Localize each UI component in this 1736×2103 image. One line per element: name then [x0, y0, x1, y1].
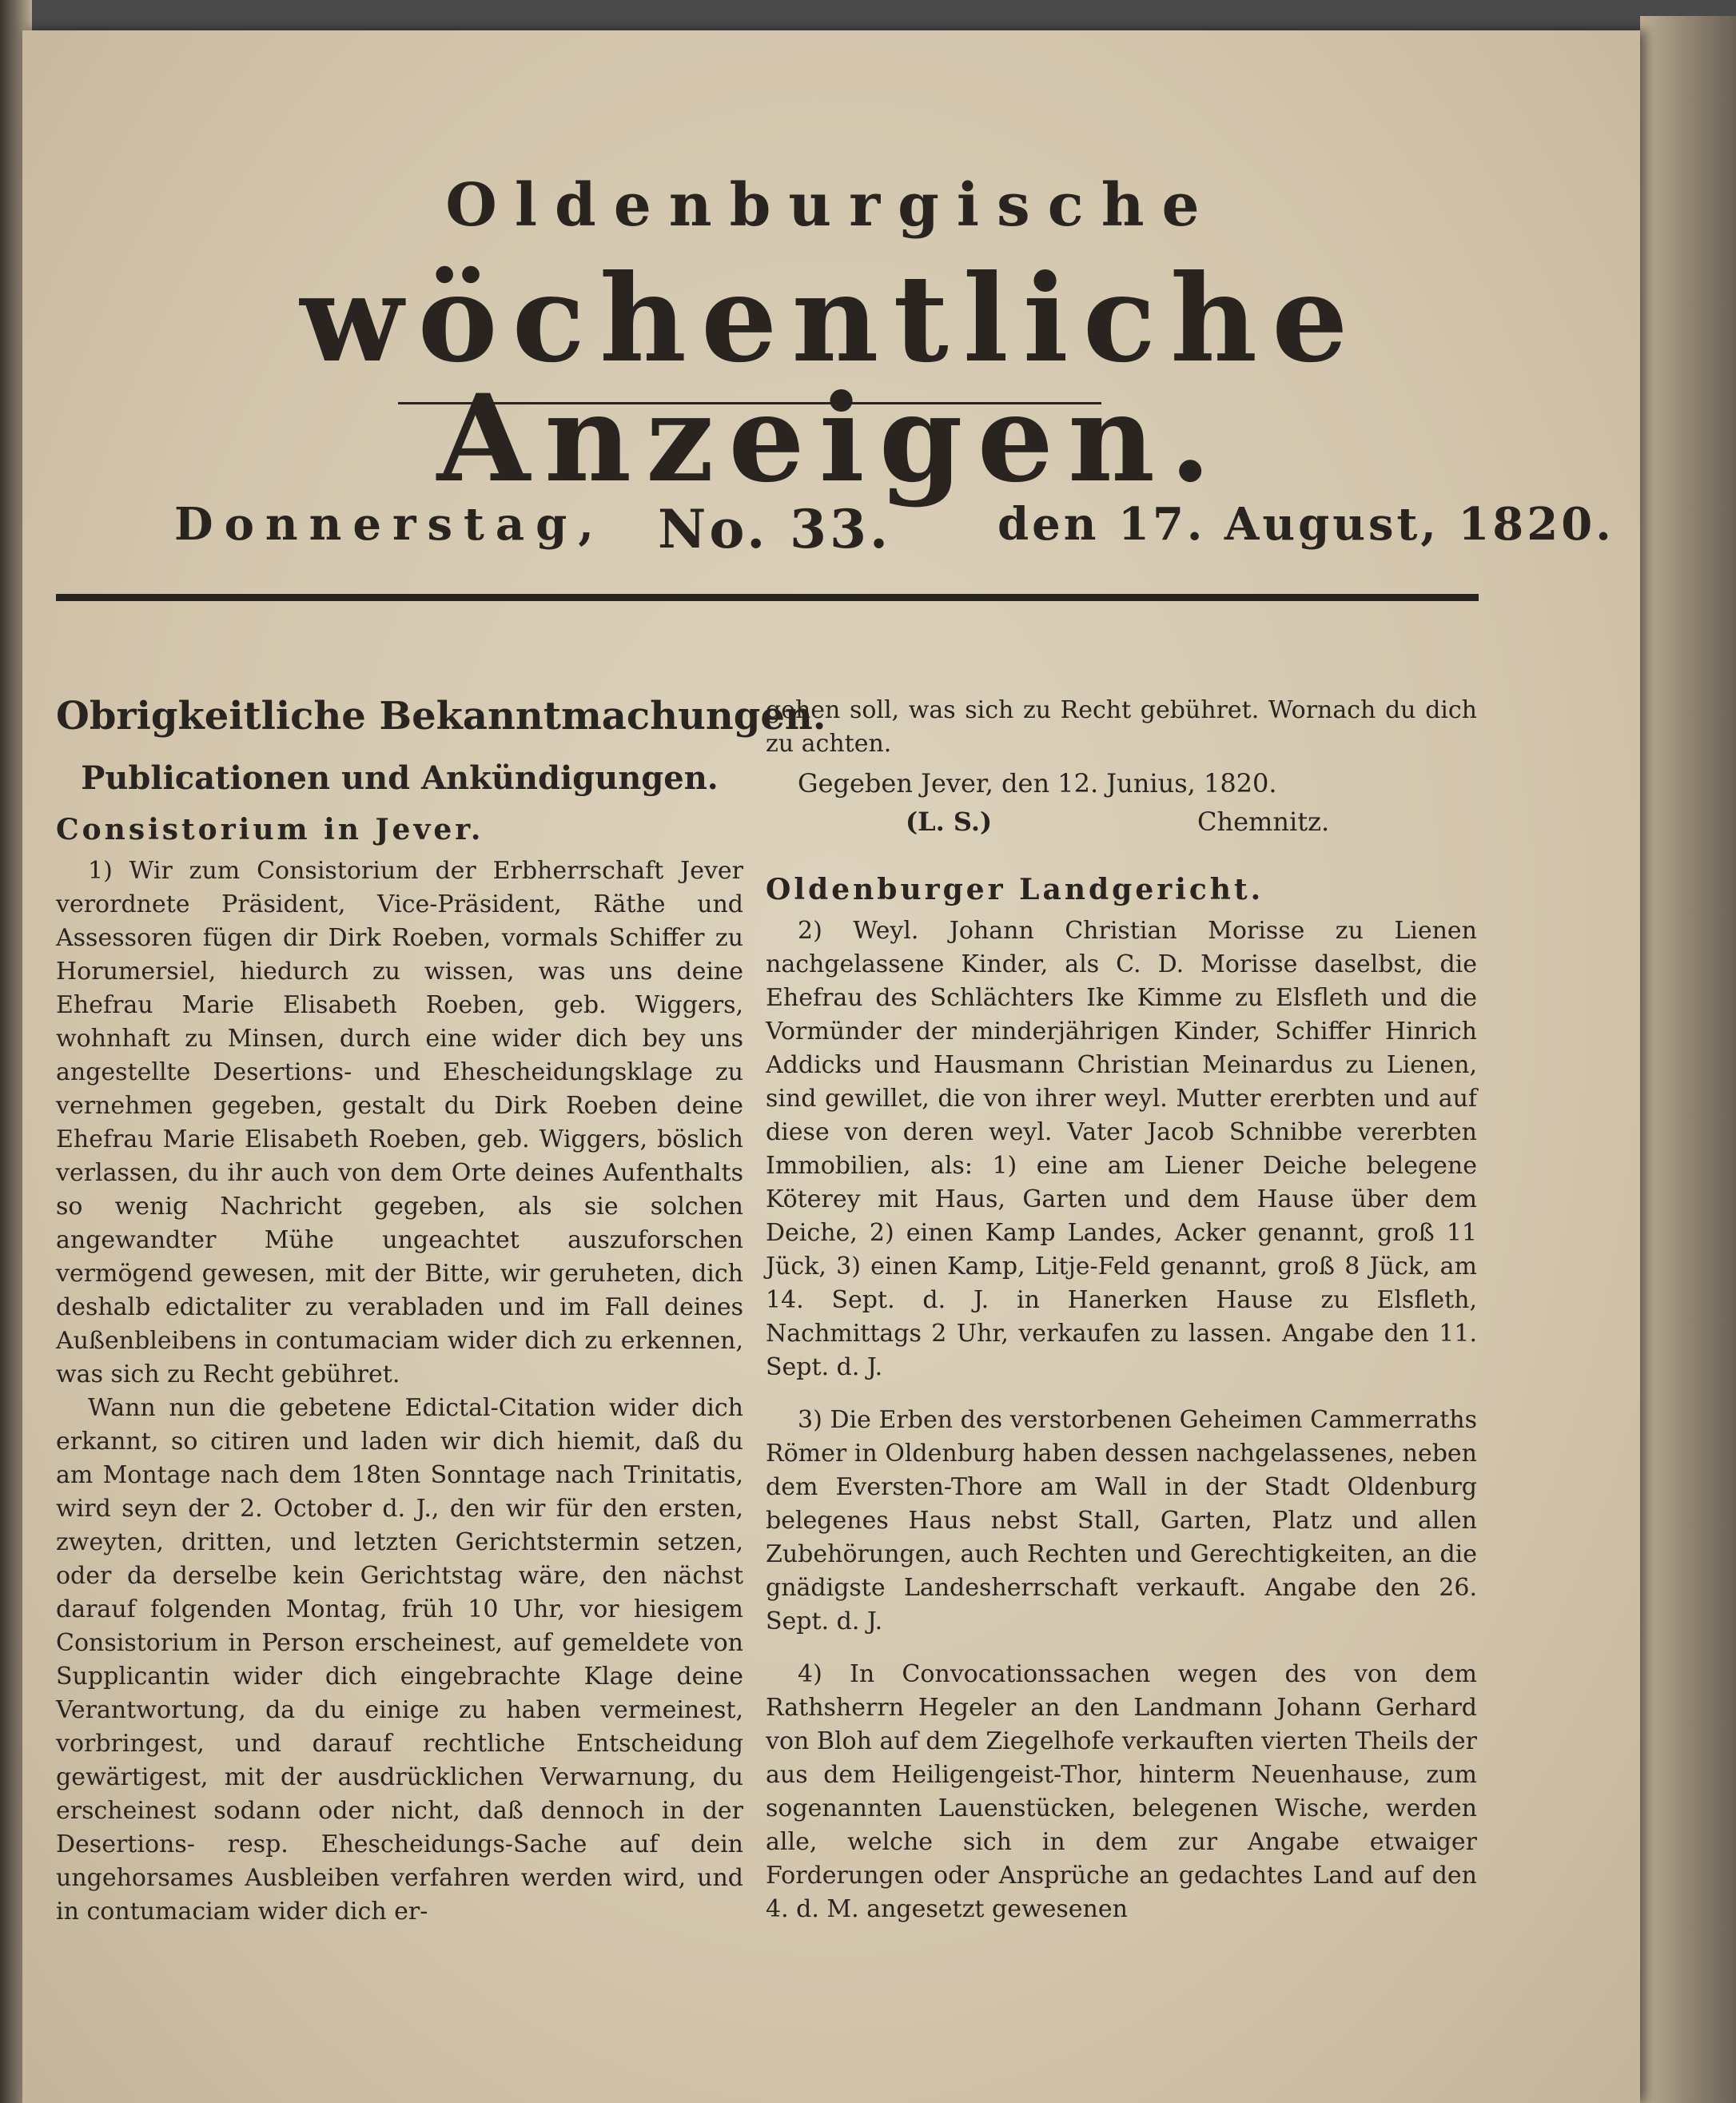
- masthead-rule: [398, 402, 1101, 404]
- given-line: Gegeben Jever, den 12. Junius, 1820.: [798, 768, 1277, 799]
- notice-2-paragraph: 2) Weyl. Johann Christian Morisse zu Lienen nachgelassene Kinder, als C. D. Morisse daselbst, die Ehefrau des Schlächters Ike Kimme zu Elsfleth und die Vormünder der minderjährigen Kinder, Schiffer Hinrich Addicks und Hausmann Christian Meinardus zu Lienen, sind gewillet, die von ihrer weyl. Mutter ererbten und auf diese von deren weyl. Vater Jacob Schnibbe vererbten Immobilien, als: 1) eine am Liener Deiche belegene Köterey mit Haus, Garten und dem Hause über dem Deiche, 2) einen Kamp Landes, Acker genannt, groß 11 Jück, 3) einen Kamp, Litje-Feld genannt, groß 8 Jück, am 14. Sept. d. J. in Hanerken Hause zu Elsfleth, Nachmittags 2 Uhr, verkaufen zu lassen. Angabe den 11. Sept. d. J.: [766, 917, 1477, 1381]
- notice-1-continuation: gehen soll, was sich zu Recht gebühret. Wornach du dich zu achten.: [766, 696, 1477, 758]
- court-heading-oldenburg: Oldenburger Landgericht.: [766, 873, 1264, 906]
- right-column: [766, 694, 1477, 1926]
- left-column: [56, 694, 826, 1929]
- dateline-issue-number: No. 33.: [658, 498, 891, 560]
- dateline-weekday: Donnerstag,: [174, 498, 605, 551]
- masthead-line2: wöchentliche Anzeigen.: [300, 249, 1363, 509]
- signer-name: Chemnitz.: [1197, 807, 1330, 837]
- seal-line: [766, 804, 1477, 844]
- section-title: Obrigkeitliche Bekanntmachungen.: [56, 694, 826, 739]
- newspaper-page: [22, 30, 1640, 2103]
- notice-1-citation-paragraph: Wann nun die gebetene Edictal-Citation wider dich erkannt, so citiren und laden wir dich hiemit, daß du am Montage nach dem 18ten Sonntage nach Trinitatis, wird seyn der 2. October d. J., den wir für den ersten, zweyten, dritten, und letzten Gerichtstermin setzen, oder da derselbe kein Gerichtstag wäre, den nächst darauf folgenden Montag, früh 10 Uhr, vor hiesigem Consistorium in Person erscheinest, auf gemeldete von Supplicantin wider dich eingebrachte Klage deine Verantwortung, da du einige zu haben vermeinest, vorbringest, und darauf rechtliche Entscheidung gewärtigest, mit der ausdrücklichen Verwarnung, du erscheinest sodann oder nicht, daß dennoch in der Desertions- resp. Ehescheidungs-Sache auf dein ungehorsames Ausbleiben verfahren werden wird, und in contumaciam wider dich er-: [56, 1394, 743, 1926]
- notice-3-paragraph: 3) Die Erben des verstorbenen Geheimen Cammerraths Römer in Oldenburg haben dessen nachgelassenes, neben dem Eversten-Thore am Wall in der Stadt Oldenburg belegenes Haus nebst Stall, Garten, Platz und allen Zubehörungen, auch Rechten und Gerechtigkeiten, an die gnädigste Landesherrschaft verkauft. Angabe den 26. Sept. d. J.: [766, 1406, 1477, 1635]
- notice-1-paragraph: 1) Wir zum Consistorium der Erbherrschaft Jever verordnete Präsident, Vice-Präsident, Räthe und Assessoren fügen dir Dirk Roeben, vormals Schiffer zu Horumersiel, hiedurch zu wissen, was uns deine Ehefrau Marie Elisabeth Roeben, geb. Wiggers, wohnhaft zu Minsen, durch eine wider dich bey uns angestellte Desertions- und Ehescheidungsklage zu vernehmen gegeben, gestalt du Dirk Roeben deine Ehefrau Marie Elisabeth Roeben, geb. Wiggers, böslich verlassen, du ihr auch von dem Orte deines Aufenthalts so wenig Nachricht gegeben, als sie solchen angewandter Mühe ungeachtet auszuforschen vermögend gewesen, mit der Bitte, wir geruheten, dich deshalb edictaliter zu verabladen und im Fall deines Außenbleibens in contumaciam wider dich zu erkennen, was sich zu Recht gebühret.: [56, 857, 743, 1388]
- header-rule: [56, 594, 1479, 601]
- seal-mark: (L. S.): [906, 807, 993, 837]
- notice-4-paragraph: 4) In Convocationssachen wegen des von dem Rathsherrn Hegeler an den Landmann Johann Gerhard von Bloh auf dem Ziegelhofe verkauften vierten Theils der aus dem Heiligengeist-Thor, hinterm Neuenhause, zum sogenannten Lauenstücken, belegenen Wische, werden alle, welche sich in dem zur Angabe etwaiger Forderungen oder Ansprüche an gedachtes Land auf den 4. d. M. angesetzt gewesenen: [766, 1660, 1477, 1923]
- sub-title: Publicationen und Ankündigungen.: [81, 759, 719, 797]
- page-fore-edge: [1640, 16, 1736, 2103]
- dateline: [118, 498, 1615, 562]
- masthead-line1: Oldenburgische: [445, 171, 1217, 240]
- dateline-date: den 17. August, 1820.: [997, 498, 1615, 551]
- court-heading-jever: Consistorium in Jever.: [56, 813, 484, 846]
